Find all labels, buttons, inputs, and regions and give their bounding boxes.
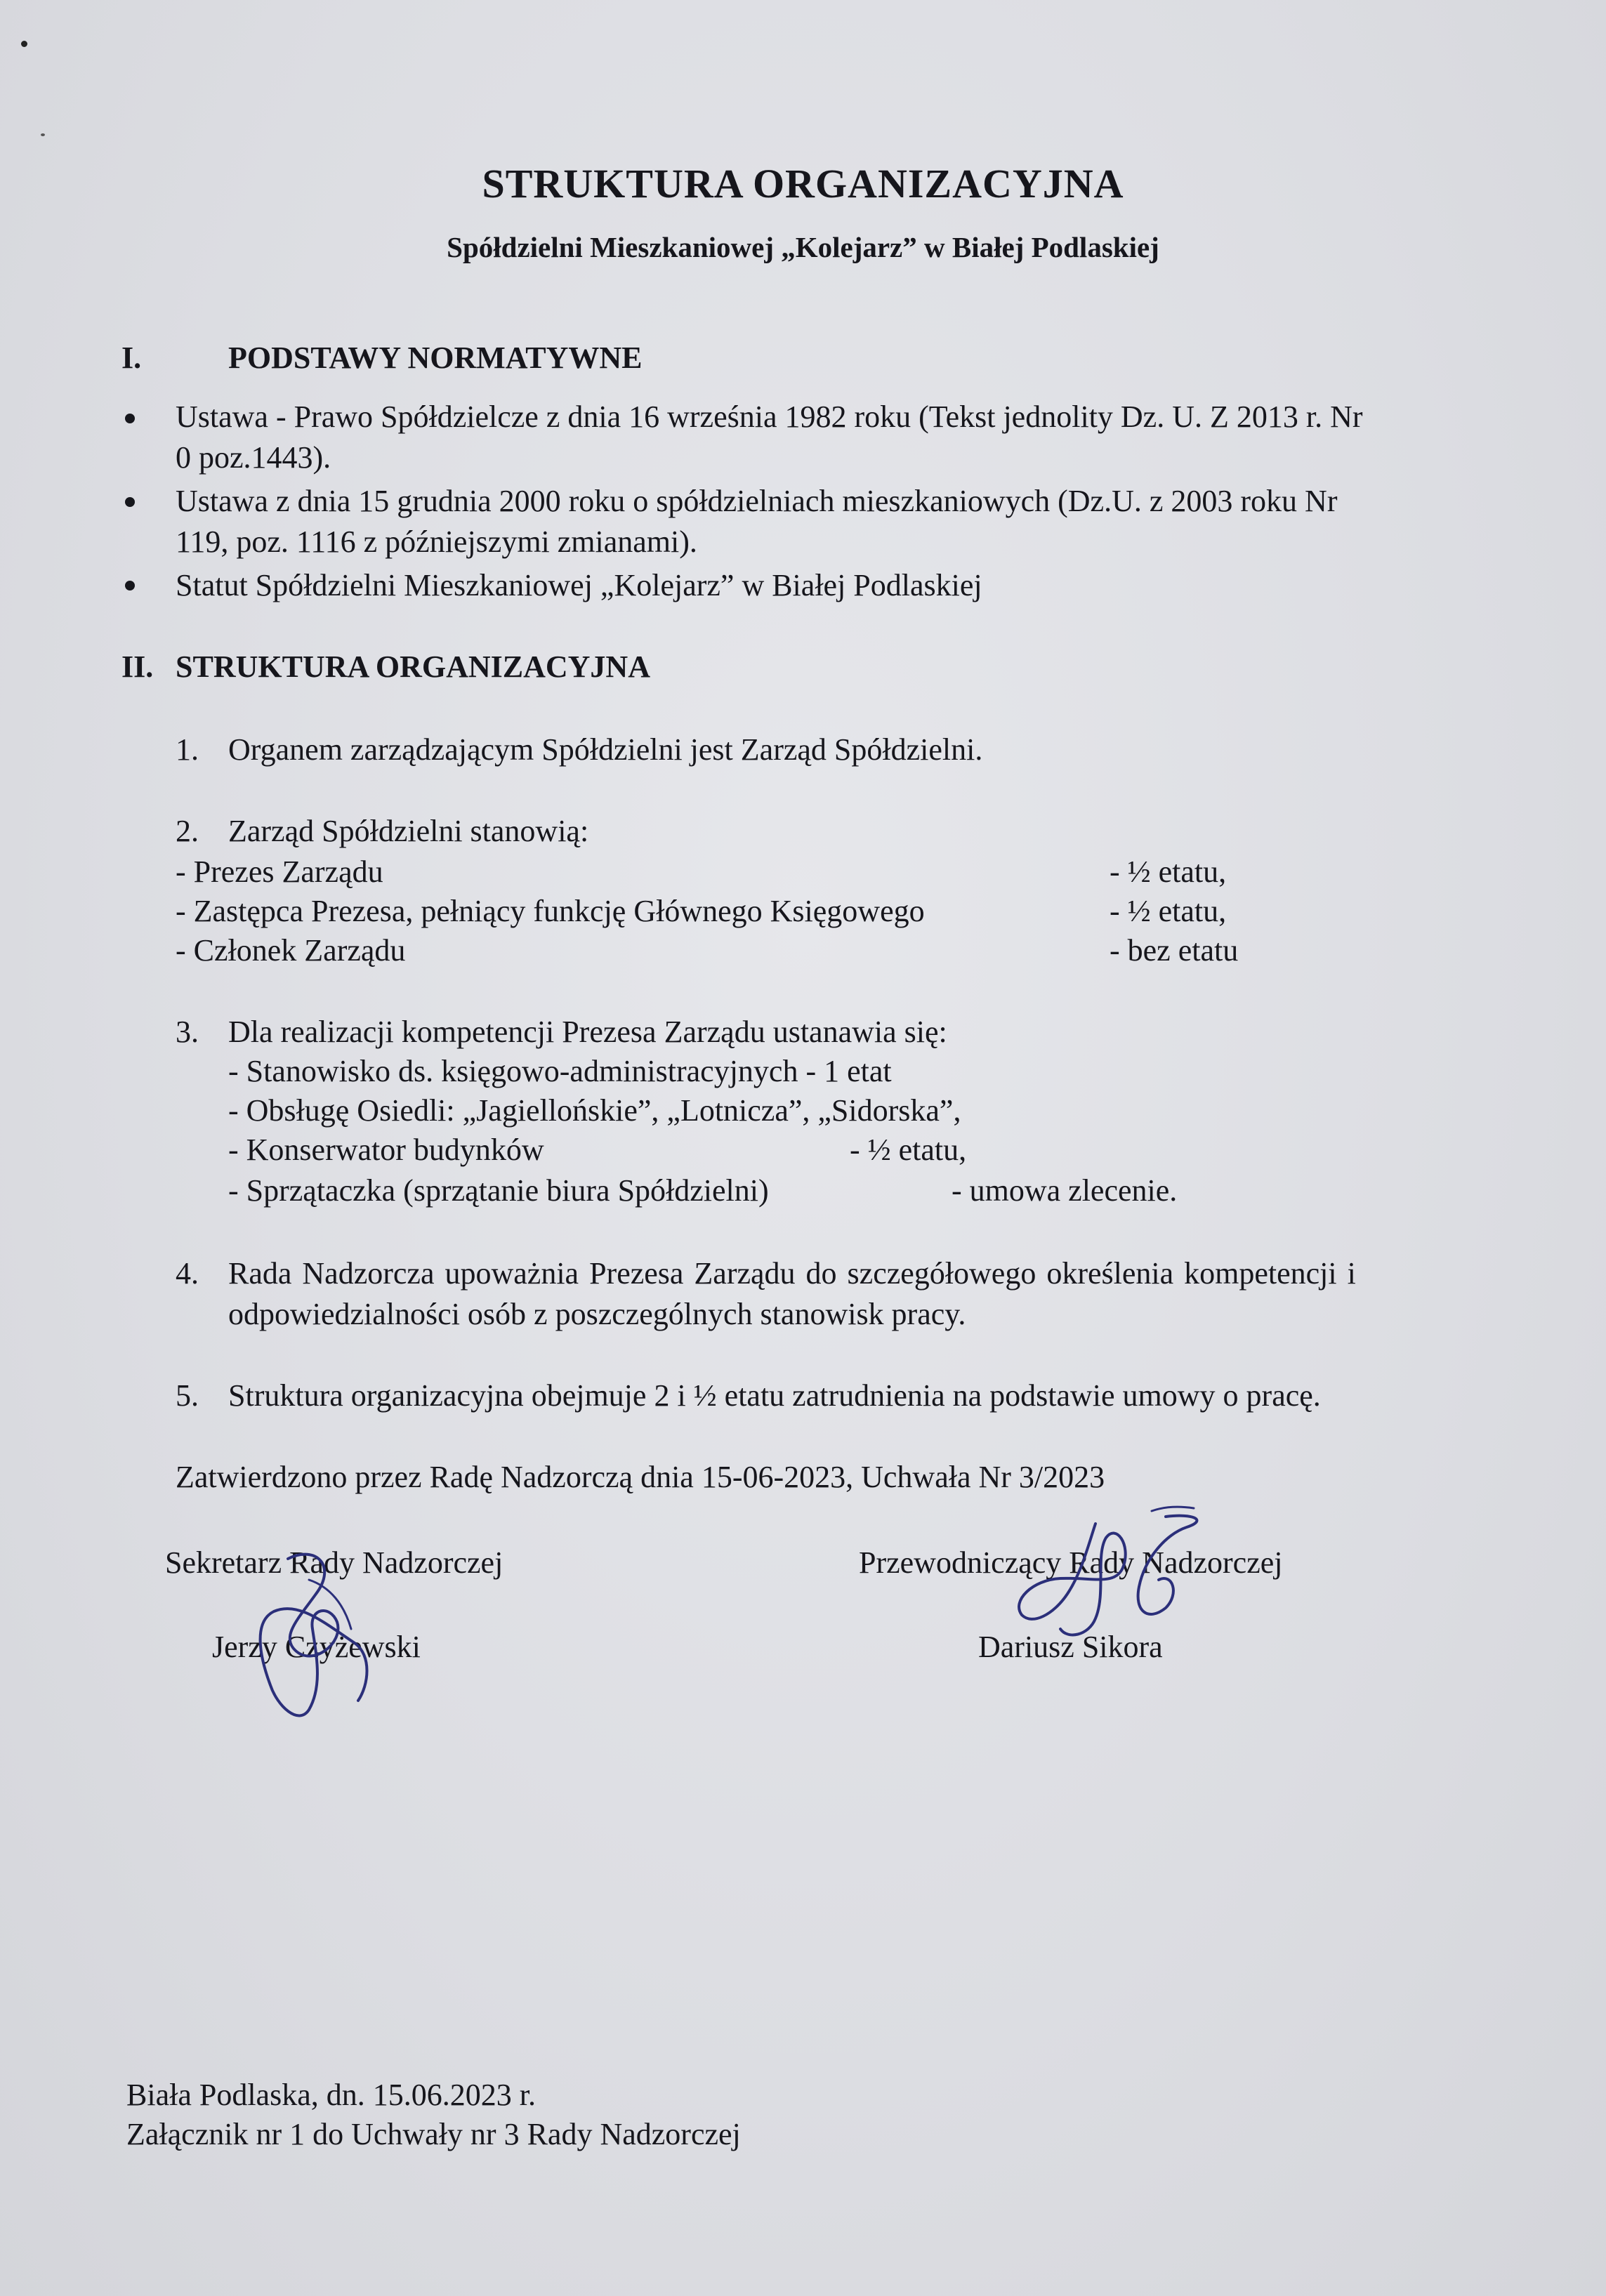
left-signatory-role: Sekretarz Rady Nadzorczej xyxy=(165,1545,503,1580)
section-1-number: I. xyxy=(121,341,142,375)
board-role: - Zastępca Prezesa, pełniący funkcję Głównego Księgowego xyxy=(176,894,925,928)
position-value: - umowa zlecenie. xyxy=(952,1173,1178,1208)
right-handwritten-signature xyxy=(955,1496,1250,1664)
right-signatory-name: Dariusz Sikora xyxy=(978,1630,1163,1664)
section-2-number: II. xyxy=(121,649,154,684)
bullet-icon xyxy=(125,497,135,507)
item-4-line-1: Rada Nadzorcza upoważnia Prezesa Zarządu do szczegółowego określenia kompetencji i xyxy=(228,1256,1356,1291)
bullet-icon xyxy=(125,581,135,591)
left-handwritten-signature xyxy=(232,1538,414,1720)
bullet-1-line-2: 0 poz.1443). xyxy=(176,440,331,475)
approval-line: Zatwierdzono przez Radę Nadzorczą dnia 15-06-2023, Uchwała Nr 3/2023 xyxy=(176,1460,1105,1494)
item-2-number: 2. xyxy=(176,814,199,848)
section-2-heading: STRUKTURA ORGANIZACYJNA xyxy=(176,649,650,684)
board-etat: - ½ etatu, xyxy=(1110,855,1227,889)
board-role: - Prezes Zarządu xyxy=(176,855,383,889)
item-5-number: 5. xyxy=(176,1378,199,1413)
board-etat: - bez etatu xyxy=(1110,933,1239,968)
bullet-3-line-1: Statut Spółdzielni Mieszkaniowej „Kolejarz” w Białej Podlaskiej xyxy=(176,568,982,602)
document-title: STRUKTURA ORGANIZACYJNA xyxy=(482,161,1124,206)
position-value: - ½ etatu, xyxy=(850,1133,967,1167)
scan-speck xyxy=(21,41,27,47)
bullet-1-line-1: Ustawa - Prawo Spółdzielcze z dnia 16 września 1982 roku (Tekst jednolity Dz. U. Z 2013 r. Nr xyxy=(176,400,1363,434)
footer-place-date: Biała Podlaska, dn. 15.06.2023 r. xyxy=(126,2078,536,2112)
position-line: - Sprzątaczka (sprzątanie biura Spółdzielni) xyxy=(228,1173,769,1208)
item-3-number: 3. xyxy=(176,1015,199,1049)
item-1-text: Organem zarządzającym Spółdzielni jest Zarząd Spółdzielni. xyxy=(228,732,983,767)
item-4-line-2: odpowiedzialności osób z poszczególnych stanowisk pracy. xyxy=(228,1297,966,1331)
document-subtitle: Spółdzielni Mieszkaniowej „Kolejarz” w Białej Podlaskiej xyxy=(447,231,1159,263)
item-2-text: Zarząd Spółdzielni stanowią: xyxy=(228,814,589,848)
board-etat: - ½ etatu, xyxy=(1110,894,1227,928)
item-1-number: 1. xyxy=(176,732,199,767)
position-line: - Stanowisko ds. księgowo-administracyjnych - 1 etat xyxy=(228,1054,892,1088)
item-5-text: Struktura organizacyjna obejmuje 2 i ½ etatu zatrudnienia na podstawie umowy o pracę. xyxy=(228,1378,1321,1413)
position-line: - Obsługę Osiedli: „Jagiellońskie”, „Lotnicza”, „Sidorska”, xyxy=(228,1093,961,1128)
bullet-2-line-1: Ustawa z dnia 15 grudnia 2000 roku o spółdzielniach mieszkaniowych (Dz.U. z 2003 roku Nr xyxy=(176,484,1338,518)
section-1-heading: PODSTAWY NORMATYWNE xyxy=(228,341,643,375)
scan-speck xyxy=(41,133,45,136)
item-4-number: 4. xyxy=(176,1256,199,1291)
item-3-text: Dla realizacji kompetencji Prezesa Zarządu ustanawia się: xyxy=(228,1015,947,1049)
bullet-icon xyxy=(125,414,135,423)
left-signatory-name: Jerzy Czyżewski xyxy=(212,1630,421,1664)
position-line: - Konserwator budynków xyxy=(228,1133,544,1167)
bullet-2-line-2: 119, poz. 1116 z późniejszymi zmianami). xyxy=(176,524,697,559)
footer-attachment: Załącznik nr 1 do Uchwały nr 3 Rady Nadzorczej xyxy=(126,2117,741,2151)
right-signatory-role: Przewodniczący Rady Nadzorczej xyxy=(859,1545,1283,1580)
board-role: - Członek Zarządu xyxy=(176,933,406,968)
